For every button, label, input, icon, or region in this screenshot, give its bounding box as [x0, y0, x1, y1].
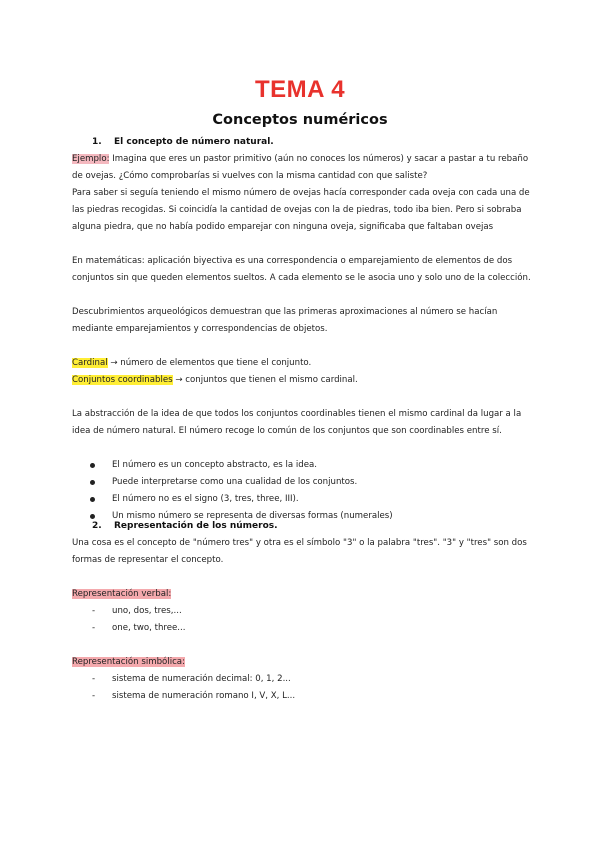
section-1: [72, 134, 532, 525]
example-label: Ejemplo:: [72, 154, 110, 164]
coordinables-text: → conjuntos que tienen el mismo cardinal.: [172, 375, 358, 385]
symbolic-label: Representación simbólica:: [72, 657, 185, 667]
document-subtitle: Conceptos numéricos: [212, 112, 388, 128]
cardinal-text: → número de elementos que tiene el conjunto.: [107, 358, 312, 368]
list-item: El número no es el signo (3, tres, three, III).: [72, 491, 532, 508]
coordinables-definition: [72, 372, 532, 389]
list-item: Puede interpretarse como una cualidad de los conjuntos.: [72, 474, 532, 491]
cardinal-label: Cardinal: [72, 358, 108, 368]
paragraph-representacion: Una cosa es el concepto de "número tres" y otra es el símbolo "3" o la palabra "tres". "3" y "tres" son dos formas de representar el concepto.: [72, 538, 527, 565]
paragraph-arqueologia: Descubrimientos arqueológicos demuestran que las primeras aproximaciones al número se hacían mediante emparejamientos y correspondencias de objetos.: [72, 307, 498, 334]
list-item: - uno, dos, tres,...: [72, 603, 532, 620]
verbal-heading: [72, 586, 532, 603]
section-2: [72, 518, 532, 705]
list-item: - sistema de numeración decimal: 0, 1, 2...: [72, 671, 532, 688]
paragraph-sheep: Para saber si seguía teniendo el mismo número de ovejas hacía corresponder cada oveja con cada una de las piedras recogidas. Si coincidía la cantidad de ovejas con la de piedras, todo iba bien. Pero si sobraba alguna piedra, que no había podido emparejar con ninguna oveja, significaba que faltaban ovejas: [72, 188, 530, 232]
bullet-icon: [90, 497, 95, 502]
document-title: TEMA 4: [254, 76, 346, 103]
cardinal-definition: [72, 355, 532, 372]
list-item: - sistema de numeración romano I, V, X, L...: [72, 688, 532, 705]
concept-bullet-list: [72, 457, 532, 525]
section-2-title: Representación de los números.: [114, 521, 278, 531]
section-1-number: 1.: [92, 137, 102, 147]
example-paragraph: [72, 151, 532, 185]
bullet-icon: [90, 480, 95, 485]
symbolic-heading: [72, 654, 532, 671]
paragraph-abstraccion: La abstracción de la idea de que todos los conjuntos coordinables tienen el mismo cardinal da lugar a la idea de número natural. El número recoge lo común de los conjuntos que son coordinables entre sí.: [72, 409, 522, 436]
verbal-label: Representación verbal:: [72, 589, 172, 599]
section-2-number: 2.: [92, 521, 102, 531]
dash-icon: -: [92, 691, 96, 701]
list-item: Un mismo número se representa de diversas formas (numerales): [72, 508, 532, 525]
coordinables-label: Conjuntos coordinables: [72, 375, 173, 385]
verbal-list: [72, 603, 532, 637]
paragraph-biyectiva: En matemáticas: aplicación biyectiva es una correspondencia o emparejamiento de elementos de dos conjuntos sin que queden elementos sueltos. A cada elemento se le asocia uno y solo uno de la colección.: [72, 256, 531, 283]
list-item: - one, two, three...: [72, 620, 532, 637]
section-2-heading: [72, 518, 532, 535]
section-1-title: El concepto de número natural.: [114, 137, 274, 147]
list-item: El número es un concepto abstracto, es la idea.: [72, 457, 532, 474]
dash-icon: -: [92, 623, 96, 633]
example-text: Imagina que eres un pastor primitivo (aún no conoces los números) y sacar a pastar a tu rebaño de ovejas. ¿Cómo comprobarías si vuelves con la misma cantidad con que saliste?: [72, 154, 529, 181]
dash-icon: -: [92, 674, 96, 684]
dash-icon: -: [92, 606, 96, 616]
bullet-icon: [90, 463, 95, 468]
symbolic-list: [72, 671, 532, 705]
section-1-heading: [72, 134, 532, 151]
